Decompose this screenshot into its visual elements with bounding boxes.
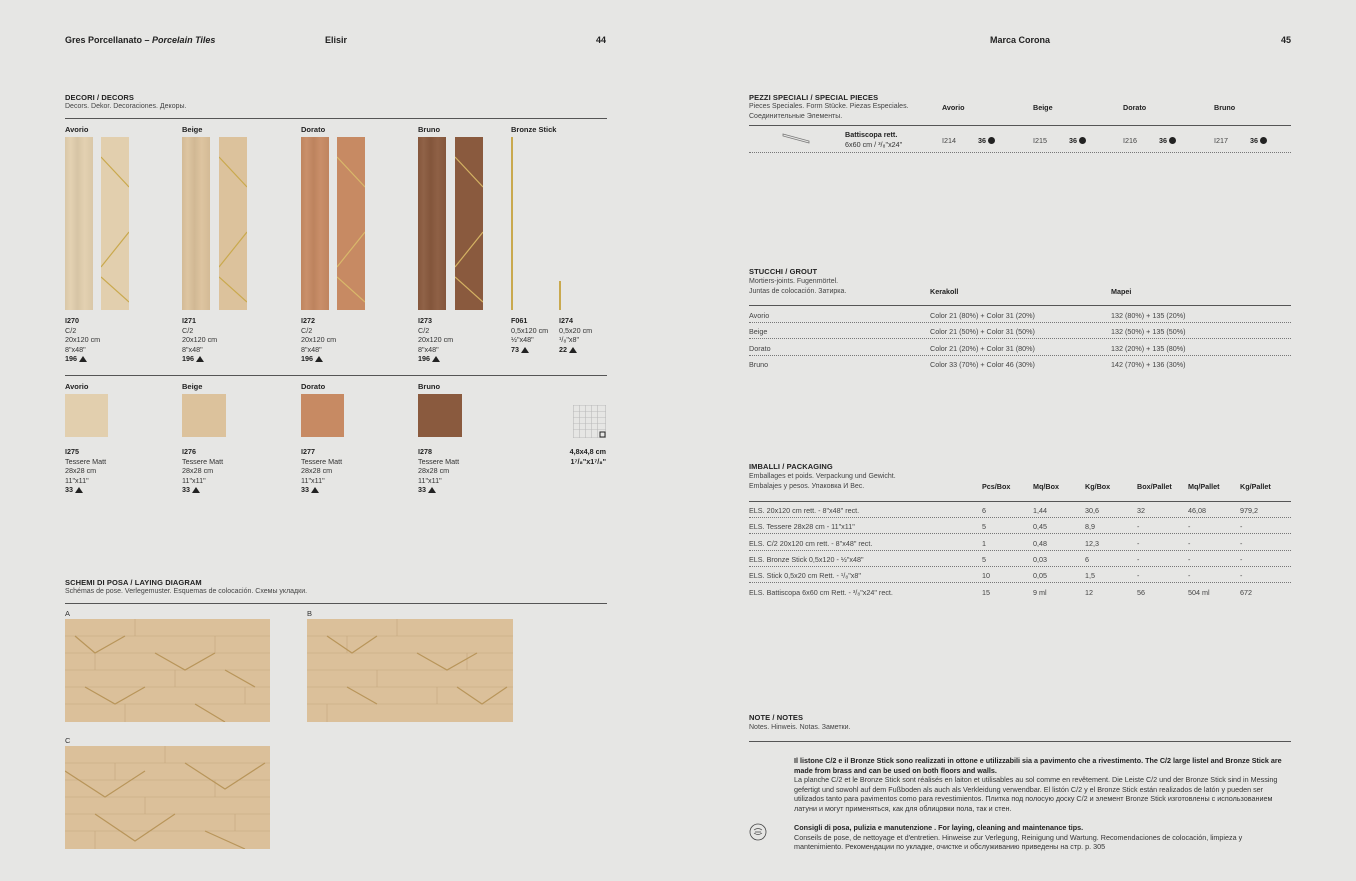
packaging-cell: 15 [982, 587, 990, 597]
collection-title: Elisir [325, 35, 348, 45]
packaging-cell: ELS. Tessere 28x28 cm - 11"x11" [749, 522, 855, 532]
tile-caption: I274 0,5x20 cm ¹/₈"x8" 22 [559, 316, 593, 354]
packaging-cell: - [1240, 554, 1243, 564]
pallet-icon [79, 356, 87, 362]
diagram-label: C [65, 736, 71, 745]
packaging-cell: 8,9 [1085, 522, 1095, 532]
packaging-cell: 32 [1137, 506, 1145, 515]
special-code: I214 [942, 136, 956, 145]
box-icon [1260, 137, 1267, 144]
box-icon [1169, 137, 1176, 144]
mosaic-bruno [418, 394, 462, 437]
packaging-heading: IMBALLI / PACKAGING [749, 462, 833, 471]
grout-cell: Color 33 (70%) + Color 46 (30%) [930, 359, 1035, 369]
pallet-icon [196, 356, 204, 362]
column-header: Mq/Pallet [1188, 482, 1220, 491]
column-header: Mapei [1111, 287, 1132, 296]
grout-cell: 142 (70%) + 136 (30%) [1111, 359, 1186, 369]
notes-subtitle: Notes. Hinweis. Notas. Заметки. [749, 724, 851, 731]
row-divider [749, 533, 1291, 534]
packaging-cell: 1 [982, 538, 986, 548]
packaging-subtitle: Emballages et poids. Verpackung und Gewicht. Embalajes y pesos. Упаковка И Вес. [749, 473, 896, 490]
tile-caption: I275 Tessere Matt 28x28 cm 11"x11" 33 [65, 447, 107, 494]
special-qty: 36 [1069, 136, 1086, 145]
decors-subtitle: Decors. Dekor. Decoraciones. Декоры. [65, 103, 187, 110]
packaging-cell: 1,44 [1033, 506, 1047, 515]
tile-caption: I270 C/2 20x120 cm 8"x48" 196 [65, 316, 101, 363]
row-divider [749, 152, 1291, 153]
packaging-cell: - [1188, 571, 1191, 581]
packaging-cell: - [1240, 538, 1243, 548]
special-qty: 36 [1159, 136, 1176, 145]
pallet-icon [432, 356, 440, 362]
grout-cell: Dorato [749, 343, 771, 353]
packaging-cell: - [1137, 538, 1140, 548]
packaging-cell: 12,3 [1085, 538, 1099, 548]
column-label: Beige [182, 382, 203, 391]
laying-diagram-c [65, 746, 270, 849]
brand-title: Marca Corona [990, 35, 1051, 45]
special-code: I216 [1123, 136, 1137, 145]
packaging-cell: 0,03 [1033, 554, 1047, 564]
packaging-cell: 6 [982, 506, 986, 515]
packaging-cell: 12 [1085, 587, 1093, 597]
laying-heading: SCHEMI DI POSA / LAYING DIAGRAM [65, 578, 202, 587]
packaging-cell: 504 ml [1188, 587, 1210, 597]
special-heading: PEZZI SPECIALI / SPECIAL PIECES [749, 93, 879, 102]
page-number: 44 [596, 35, 607, 45]
grout-cell: 132 (20%) + 135 (80%) [1111, 343, 1186, 353]
special-subtitle: Pieces Speciales. Form Stücke. Piezas Especiales. Соединительные Элементы. [749, 103, 909, 120]
decors-heading: DECORI / DECORS [65, 93, 135, 102]
packaging-cell: - [1240, 571, 1243, 581]
packaging-cell: 30,6 [1085, 506, 1099, 515]
series-title: Gres Porcellanato – Porcelain Tiles [65, 35, 216, 45]
column-label: Dorato [301, 382, 326, 391]
grout-cell: Bruno [749, 359, 769, 369]
tile-dorato-c2 [337, 137, 365, 310]
mosaic-beige [182, 394, 226, 437]
tile-caption: F061 0,5x120 cm ½"x48" 73 [511, 316, 549, 354]
special-code: I215 [1033, 136, 1047, 145]
divider [65, 375, 607, 376]
mosaic-avorio [65, 394, 108, 437]
column-header: Bruno [1214, 103, 1236, 112]
tile-dorato [301, 137, 329, 310]
column-label: Avorio [65, 382, 89, 391]
tile-bruno-c2 [455, 137, 483, 310]
special-qty: 36 [978, 136, 995, 145]
diagram-label: B [307, 609, 313, 618]
box-icon [988, 137, 995, 144]
tile-avorio-c2 [101, 137, 129, 310]
grout-cell: Color 21 (20%) + Color 31 (80%) [930, 343, 1035, 353]
right-page [678, 0, 1356, 881]
row-divider [749, 517, 1291, 518]
packaging-cell: - [1240, 522, 1243, 532]
packaging-cell: 5 [982, 554, 986, 564]
packaging-cell: - [1188, 522, 1191, 532]
pallet-icon [311, 487, 319, 493]
column-header: Beige [1033, 103, 1053, 112]
row-divider [749, 322, 1291, 323]
packaging-cell: 10 [982, 571, 990, 581]
column-header: Box/Pallet [1137, 482, 1172, 491]
page-number: 45 [1281, 35, 1292, 45]
divider [65, 118, 607, 119]
packaging-cell: 0,05 [1033, 571, 1047, 581]
pallet-icon [521, 347, 529, 353]
row-divider [749, 355, 1291, 356]
mosaic-dorato [301, 394, 344, 437]
row-divider [749, 582, 1291, 583]
tile-caption: I277 Tessere Matt 28x28 cm 11"x11" 33 [301, 447, 343, 494]
packaging-cell: 1,5 [1085, 571, 1095, 581]
packaging-cell: - [1137, 554, 1140, 564]
pallet-icon [75, 487, 83, 493]
diagram-label: A [65, 609, 71, 618]
tile-avorio [65, 137, 93, 310]
tile-bruno [418, 137, 446, 310]
column-header: Kerakoll [930, 287, 959, 296]
column-header: Kg/Box [1085, 482, 1111, 491]
column-header: Mq/Box [1033, 482, 1059, 491]
packaging-cell: 979,2 [1240, 506, 1258, 515]
packaging-cell: ELS. Bronze Stick 0,5x120 - ½"x48" [749, 554, 864, 564]
packaging-cell: 46,08 [1188, 506, 1206, 515]
bronze-stick [511, 137, 513, 310]
pallet-icon [569, 347, 577, 353]
packaging-cell: ELS. 20x120 cm rett. - 8"x48" rect. [749, 506, 860, 515]
column-label: Dorato [301, 125, 326, 134]
packaging-cell: - [1188, 538, 1191, 548]
divider [749, 741, 1291, 742]
packaging-cell: - [1188, 554, 1191, 564]
grout-cell: Color 21 (80%) + Color 31 (20%) [930, 311, 1035, 320]
grout-subtitle: Mortiers-joints. Fugenmörtel. Juntas de colocación. Затирка. [749, 278, 847, 295]
tile-caption: I276 Tessere Matt 28x28 cm 11"x11" 33 [182, 447, 224, 494]
divider [749, 125, 1291, 126]
grout-cell: Avorio [749, 311, 770, 320]
packaging-cell: 6 [1085, 554, 1089, 564]
row-divider [749, 550, 1291, 551]
box-icon [1079, 137, 1086, 144]
grout-heading: STUCCHI / GROUT [749, 267, 818, 276]
pallet-icon [315, 356, 323, 362]
laying-diagram-b [307, 619, 513, 722]
special-qty: 36 [1250, 136, 1267, 145]
column-header: Kg/Pallet [1240, 482, 1271, 491]
packaging-cell: 672 [1240, 587, 1252, 597]
divider [749, 501, 1291, 502]
note-2: Consigli di posa, pulizia e manutenzione . For laying, cleaning and maintenance tips. Conseils de pose, de nettoyage et d'entretien. Hinweise zur Verlegung, Reinigung und Wartung. Recomendaciones de colocación, limpieza y mantenimiento. Рекомендации по укладке, очистке и обслуживанию приведены на стр. p. 305 [794, 823, 1243, 852]
packaging-cell: - [1137, 522, 1140, 532]
packaging-cell: 9 ml [1033, 587, 1047, 597]
bronze-stick-short [559, 281, 561, 310]
tile-beige [182, 137, 210, 310]
grout-cell: 132 (80%) + 135 (20%) [1111, 311, 1186, 320]
packaging-cell: 56 [1137, 587, 1145, 597]
tile-caption: I278 Tessere Matt 28x28 cm 11"x11" 33 [418, 447, 460, 494]
column-label: Bronze Stick [511, 125, 557, 134]
note-1: Il listone C/2 e il Bronze Stick sono realizzati in ottone e utilizzabili sia a pavimento che a rivestimento. The C/2 large listel and Bronze Stick are made from brass and can be used on both floors and walls. La planche C/2 et le Bronze Stick sont réalisés en laiton et utilisables au sol comme en revêtement. Die Leiste C/2 und der Bronze Stick sind in Messing gefertigt und sowohl auf dem Fußboden als auch als Verkleidung verwendbar. El listón C/2 y el Bronze Stick están realizados de latón y pueden ser utilizados tanto para pavimentos como para revestimientos. Плитка под полосую доску C/2 и элемент Bronze Stick изготовлены с использованием латуни и могут применяться, как для облицовки пола, так и стен. [794, 756, 1282, 813]
row-divider [749, 338, 1291, 339]
column-header: Avorio [942, 103, 965, 112]
packaging-cell: ELS. C/2 20x120 cm rett. - 8"x48" rect. [749, 538, 873, 548]
column-label: Bruno [418, 382, 441, 391]
row-divider [749, 566, 1291, 567]
special-code: I217 [1214, 136, 1228, 145]
column-label: Beige [182, 125, 203, 134]
laying-diagram-a [65, 619, 270, 722]
pallet-icon [428, 487, 436, 493]
notes-heading: NOTE / NOTES [749, 713, 804, 722]
divider [65, 603, 607, 604]
mosaic-grid-icon [573, 405, 606, 438]
maintenance-icon [749, 823, 767, 841]
column-label: Avorio [65, 125, 89, 134]
grout-cell: Color 21 (50%) + Color 31 (50%) [930, 327, 1035, 337]
tile-beige-c2 [219, 137, 247, 310]
column-header: Pcs/Box [982, 482, 1011, 491]
grout-cell: Beige [749, 327, 768, 337]
packaging-cell: 5 [982, 522, 986, 532]
divider [749, 305, 1291, 306]
packaging-cell: ELS. Battiscopa 6x60 cm Rett. - ³/₈"x24" rect. [749, 587, 893, 597]
grout-cell: 132 (50%) + 135 (50%) [1111, 327, 1186, 337]
laying-subtitle: Schémas de pose. Verlegemuster. Esquemas de colocación. Схемы укладки. [65, 588, 308, 595]
special-item: Battiscopa rett. 6x60 cm / ³/₈"x24" [845, 130, 903, 149]
packaging-cell: ELS. Stick 0,5x20 cm Rett. - ¹/₈"x8" [749, 571, 861, 581]
tile-caption: I271 C/2 20x120 cm 8"x48" 196 [182, 316, 218, 363]
column-label: Bruno [418, 125, 441, 134]
pallet-icon [192, 487, 200, 493]
tile-caption: I272 C/2 20x120 cm 8"x48" 196 [301, 316, 337, 363]
packaging-cell: 0,48 [1033, 538, 1047, 548]
packaging-cell: - [1137, 571, 1140, 581]
tile-caption: I273 C/2 20x120 cm 8"x48" 196 [418, 316, 454, 363]
mosaic-size-note: 4,8x4,8 cm 1⁷/₈"x1⁷/₈" [569, 447, 606, 466]
packaging-cell: 0,45 [1033, 522, 1047, 532]
column-header: Dorato [1123, 103, 1147, 112]
skirting-icon [782, 132, 810, 144]
